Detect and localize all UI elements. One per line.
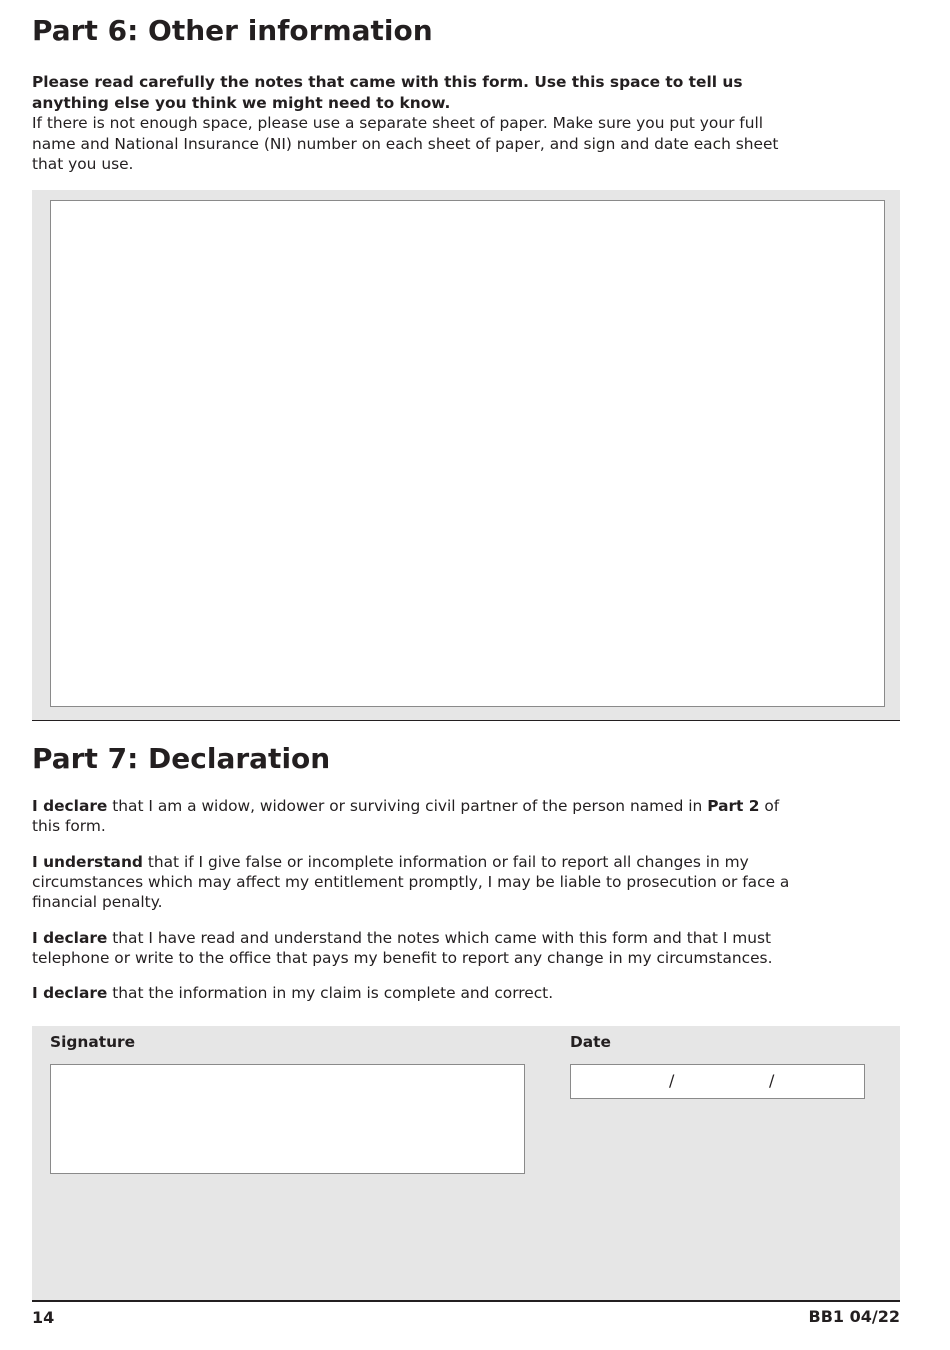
declaration-widow [32,796,812,836]
date-field[interactable] [570,1064,865,1099]
part6-instruction-text: If there is not enough space, please use a separate sheet of paper. Make sure you put your full name and National Insurance (NI) number on each sheet of paper, and sign and date each sheet that you use. [32,114,779,173]
part6-instructions [32,72,792,175]
declaration-lead: I declare [32,984,108,1002]
page-number: 14 [32,1308,55,1327]
other-information-field[interactable] [50,200,885,707]
declaration-lead: I understand [32,853,143,871]
declaration-part-reference: Part 2 [707,797,760,815]
declaration-lead: I declare [32,929,108,947]
part6-instruction-bold: Please read carefully the notes that came with this form. Use this space to tell us anything else you think we might need to know. [32,73,743,112]
declaration-understand [32,852,812,912]
declaration-text: that the information in my claim is complete and correct. [107,984,554,1002]
date-separator: / [769,1071,775,1090]
declaration-text: that I have read and understand the notes which came with this form and that I must telephone or write to the office that pays my benefit to report any change in my circumstances. [32,929,773,967]
declaration-text-end: of this form. [32,797,780,835]
signature-panel [32,1026,900,1302]
declaration-lead: I declare [32,797,108,815]
part6-heading: Part 6: Other information [32,14,433,47]
declaration-text: that I am a widow, widower or surviving civil partner of the person named in [107,797,708,815]
declaration-text: that if I give false or incomplete information or fail to report all changes in my circumstances which may affect my entitlement promptly, I may be liable to prosecution or face a financial penalty. [32,853,790,911]
date-separator: / [669,1071,675,1090]
date-label: Date [570,1033,611,1051]
declaration-complete [32,983,812,1003]
declaration-read-notes [32,928,812,968]
part7-heading: Part 7: Declaration [32,742,331,775]
other-information-panel [32,190,900,721]
signature-label: Signature [50,1033,136,1051]
signature-field[interactable] [50,1064,525,1174]
form-code: BB1 04/22 [808,1307,900,1326]
